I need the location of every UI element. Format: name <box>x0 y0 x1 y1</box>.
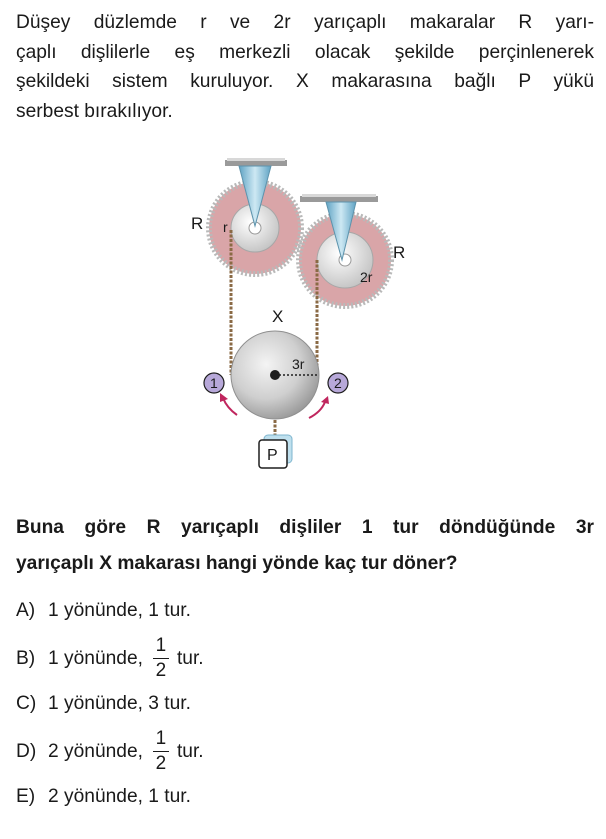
option-text: 1 yönünde, <box>48 647 143 669</box>
option-c[interactable] <box>16 693 191 715</box>
fraction-denominator: 2 <box>155 753 167 774</box>
option-suffix: tur. <box>176 740 204 762</box>
option-suffix: tur. <box>176 647 204 669</box>
option-letter: A) <box>16 600 36 621</box>
fraction <box>153 636 169 681</box>
option-letter: B) <box>16 647 36 669</box>
label-x: X <box>272 307 284 326</box>
problem-line: şekildeki sistem kuruluyor. X makarasına bağlı P yükü <box>16 71 594 92</box>
option-text: 2 yönünde, <box>48 740 143 762</box>
question-text <box>16 510 594 582</box>
option-text: 1 yönünde, 3 tur. <box>48 693 191 714</box>
pulley-gear-figure <box>175 150 435 480</box>
label-2r: 2r <box>360 269 373 285</box>
fraction-bar <box>153 751 169 752</box>
option-letter: C) <box>16 693 37 714</box>
fraction <box>153 729 169 774</box>
problem-line: serbest bırakılıyor. <box>16 100 173 122</box>
label-p: P <box>267 447 278 464</box>
problem-line: çaplı dişlilerle eş merkezli olacak şekilde perçinlenerek <box>16 41 594 63</box>
option-b[interactable] <box>16 636 204 681</box>
label-direction-2: 2 <box>334 375 342 391</box>
label-small-r: r <box>223 219 228 235</box>
option-letter: D) <box>16 740 37 762</box>
question-line: yarıçaplı X makarası hangi yönde kaç tur döner? <box>16 553 458 574</box>
option-letter: E) <box>16 786 36 807</box>
option-text: 1 yönünde, 1 tur. <box>48 600 191 621</box>
problem-text <box>16 8 594 126</box>
x-pulley <box>231 331 319 419</box>
fraction-numerator: 1 <box>155 728 167 749</box>
label-3r: 3r <box>292 356 305 372</box>
fraction-numerator: 1 <box>155 635 167 656</box>
problem-line: Düşey düzlemde r ve 2r yarıçaplı makaralar R yarı- <box>16 12 594 33</box>
fraction-bar <box>153 658 169 659</box>
option-a[interactable] <box>16 600 191 622</box>
question-line: Buna göre R yarıçaplı dişliler 1 tur döndüğünde 3r <box>16 517 594 538</box>
option-d[interactable] <box>16 729 204 774</box>
label-r-gear-right: R <box>393 243 406 262</box>
option-text: 2 yönünde, 1 tur. <box>48 786 191 807</box>
label-r-gear-left: R <box>191 214 204 233</box>
option-e[interactable] <box>16 786 191 808</box>
label-direction-1: 1 <box>210 375 218 391</box>
fraction-denominator: 2 <box>155 660 167 681</box>
